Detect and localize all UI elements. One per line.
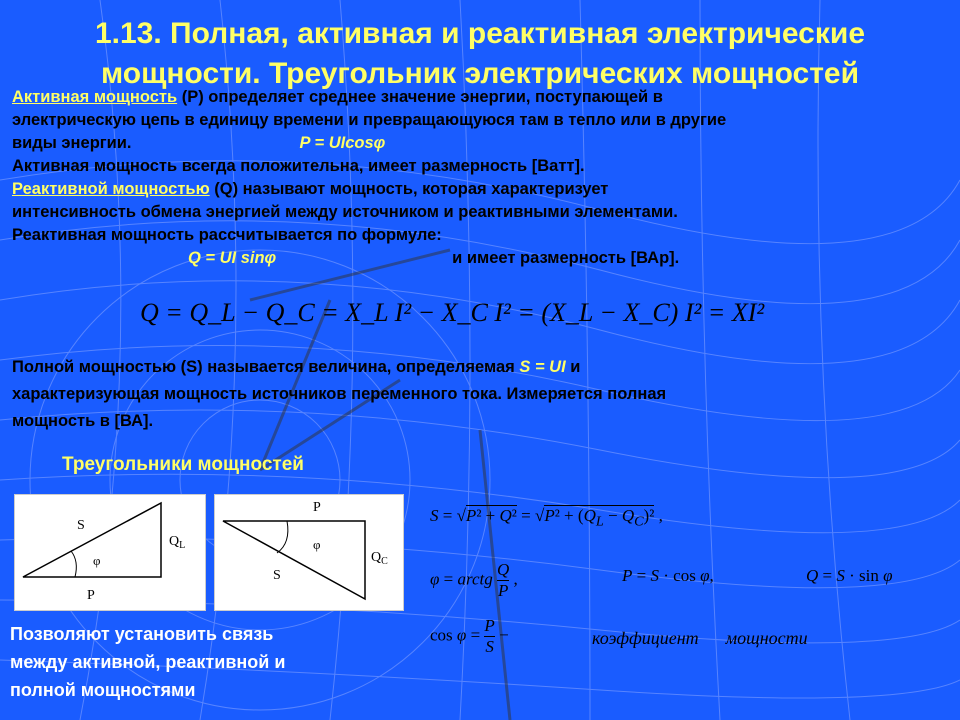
tri2-p-label: P <box>313 500 321 515</box>
main-equation: Q = Q_L − Q_C = X_L I² − X_C I² = (X_L − X_C) I² = XI² <box>140 298 765 327</box>
triangles-title: Треугольники мощностей <box>62 454 304 475</box>
tri1-s-label: S <box>77 518 85 533</box>
active-power-term: Активная мощность <box>12 88 178 106</box>
reactive-power-block: Реактивной мощностью (Q) называют мощность, которая характеризует интенсивность обмена энергией между источником и реактивными элементами. Реактивная мощность рассчитывается по формуле: Q = UI sinφ и имеет размерность [ВАр]. <box>12 180 680 267</box>
formula-q-sin: Q = S · sin φ <box>806 566 893 585</box>
full-power-block: Полной мощностью (S) называется величина, определяемая S = UI и характеризующая мощность источников переменного тока. Измеряется полная мощность в [ВА]. <box>12 358 667 430</box>
formula-p-cos: P = S · cos φ, <box>622 566 714 585</box>
triangle-diagram-2 <box>214 494 404 611</box>
active-power-block: Активная мощность (Р) определяет среднее значение энергии, поступающей в электрическую цепь в единицу времени и превращающуюся там в тепло или в другие виды энергии. P = UIcosφ Активная мощность всегда положительна, имеет размерность [Ватт]. <box>12 88 727 175</box>
tri2-s-label: S <box>273 568 281 583</box>
formula-s-magnitude: $S = √P^2 + Q^2 = √P^2 + (Q_L - Q_C)^2$ , <box>430 506 663 530</box>
formula-phi-arctg: φ = arctg $\frac{Q}{P}$ , <box>430 560 518 600</box>
tri1-q-label: $Q_L$ <box>169 534 186 551</box>
tri1-phi-label: φ <box>93 553 101 568</box>
triangle-diagram-1 <box>14 494 206 611</box>
page-title: 1.13. Полная, активная и реактивная электрические мощности. Треугольник электрических мощностей <box>94 17 866 90</box>
tri1-p-label: P <box>87 588 95 603</box>
reactive-power-formula: Q = UI sinφ <box>188 249 277 267</box>
bottom-summary: Позволяют установить связь между активной, реактивной и полной мощностями <box>10 624 286 700</box>
full-power-formula: S = UI <box>519 358 566 376</box>
reactive-power-term: Реактивной мощностью <box>12 180 210 198</box>
coefficient-text: коэффициент мощности <box>592 628 808 648</box>
tri2-q-label: $Q_C$ <box>371 550 388 567</box>
active-power-formula: P = UIcosφ <box>299 134 386 152</box>
tri2-phi-label: φ <box>313 537 321 552</box>
formula-cos-phi: cos φ = $\frac{P}{S}$ − <box>430 616 509 656</box>
